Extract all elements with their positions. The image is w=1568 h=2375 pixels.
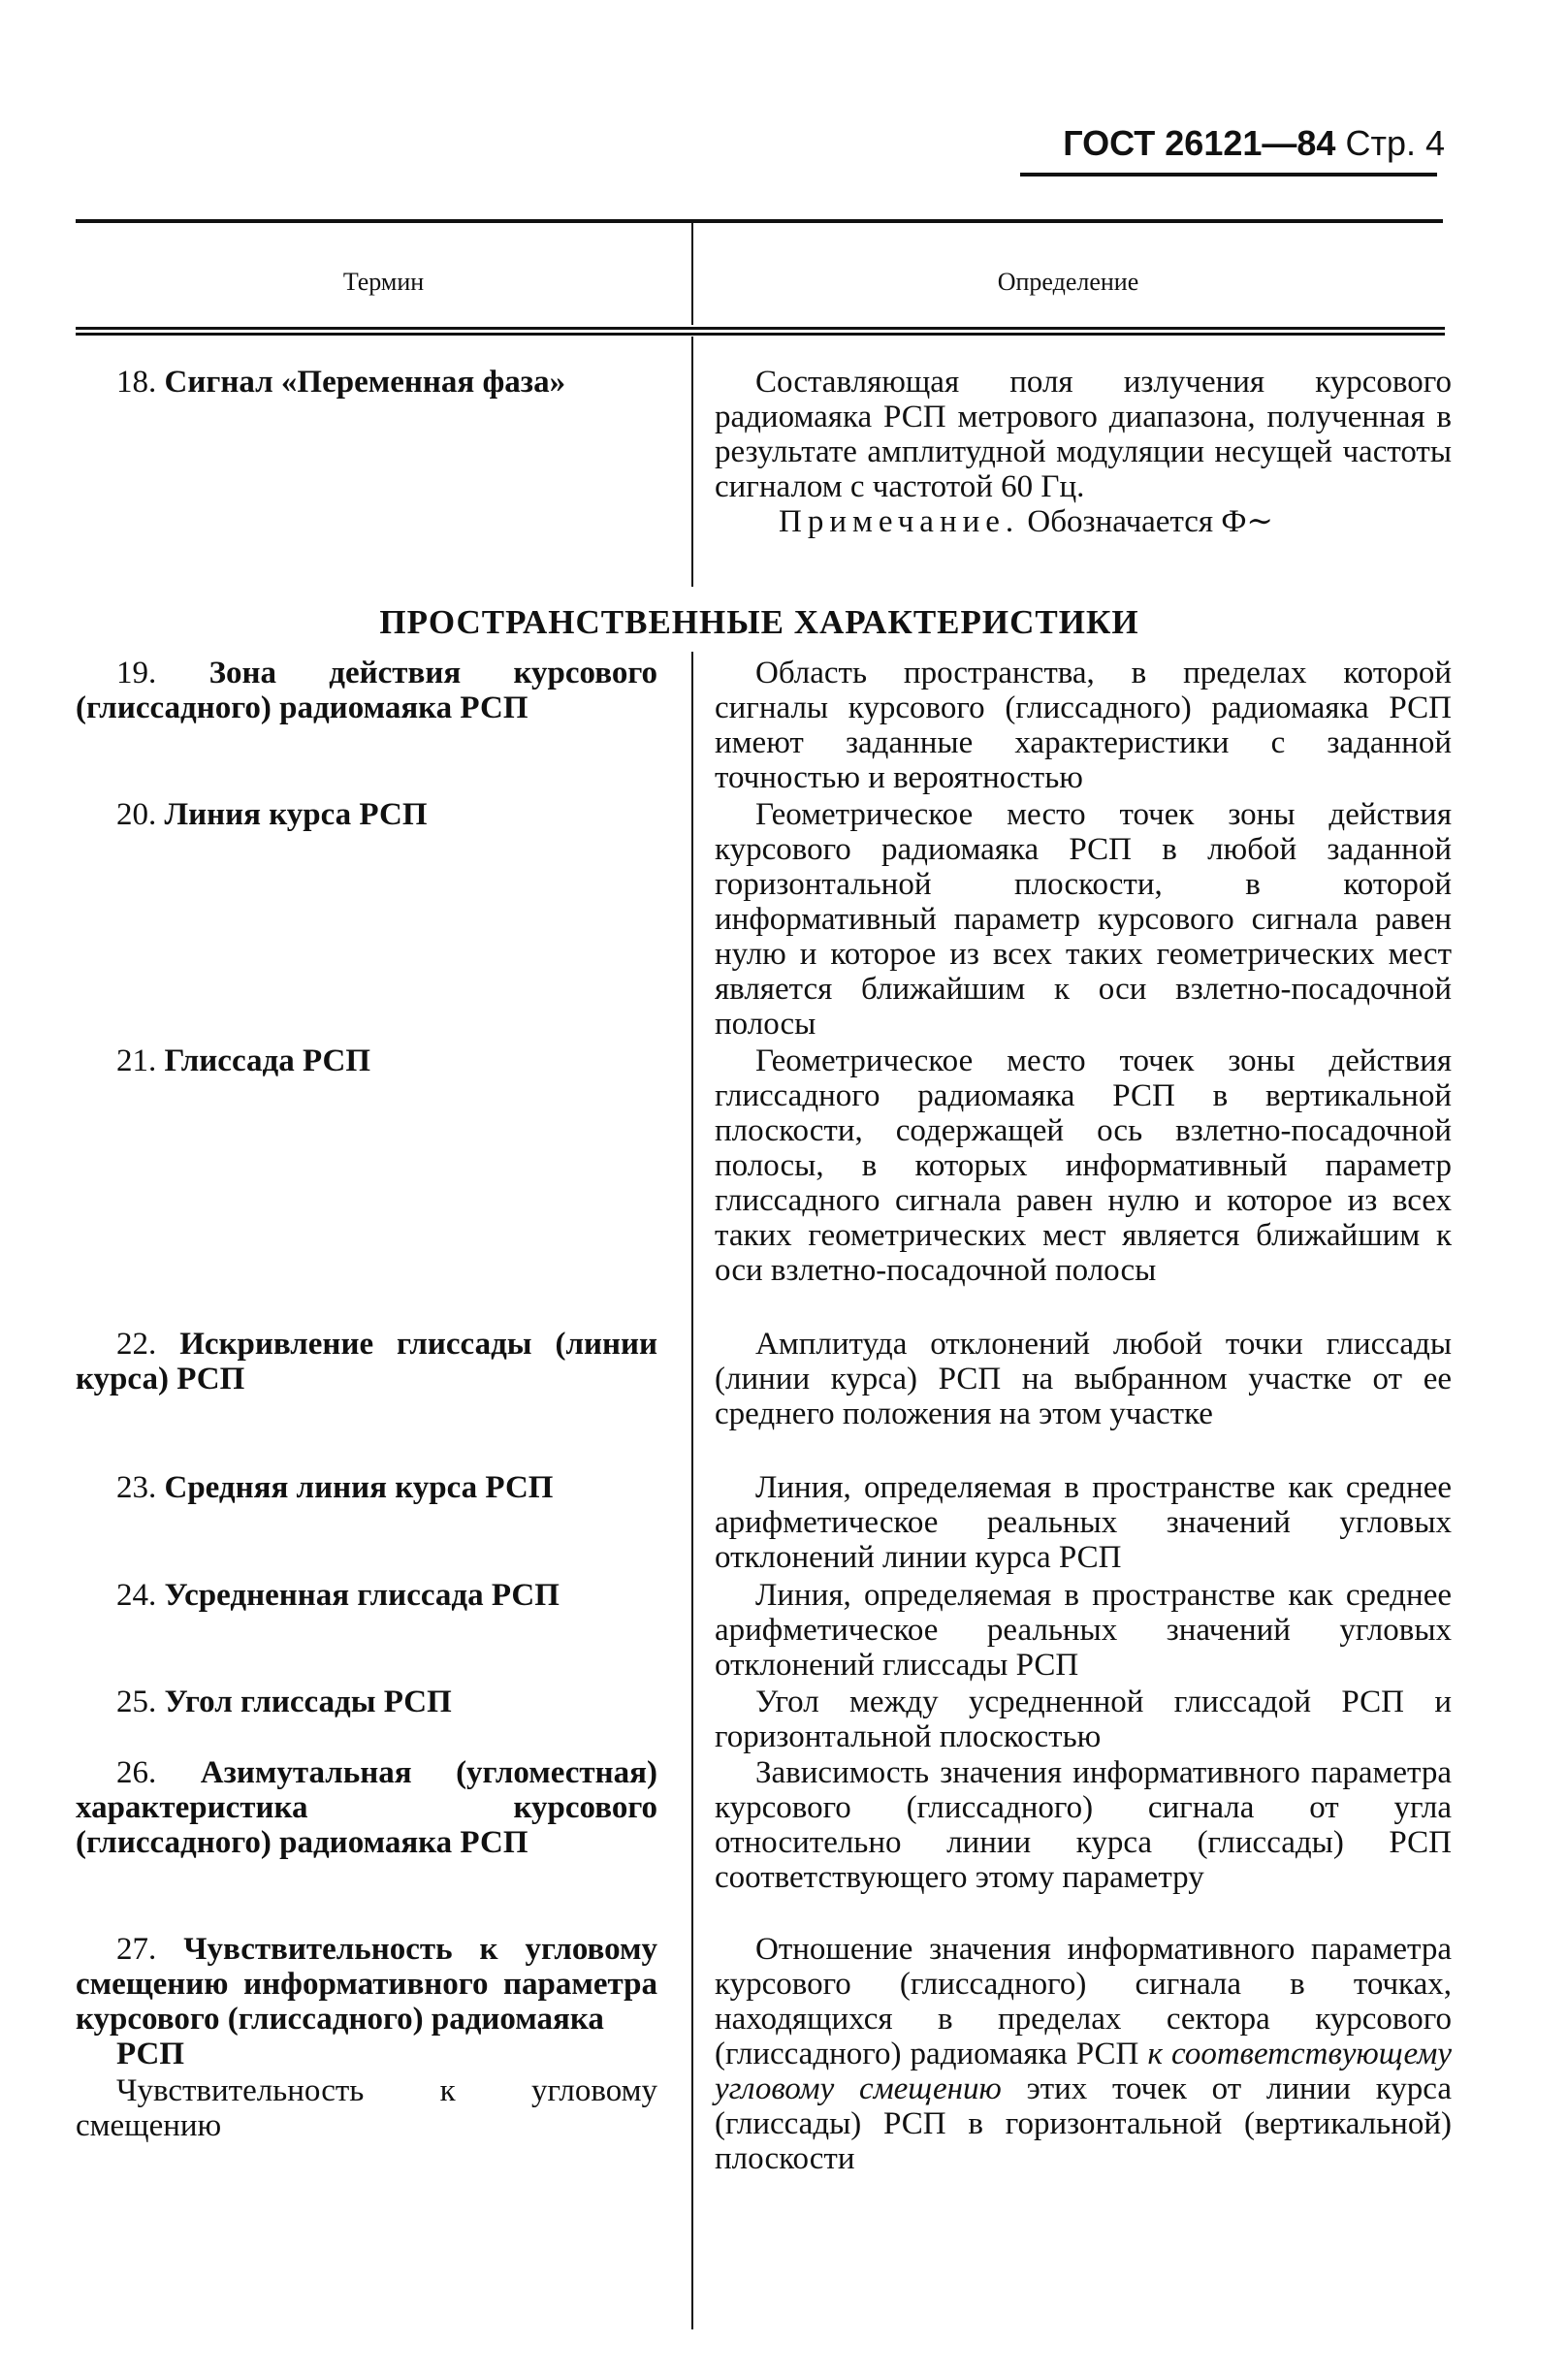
definition-23: Линия, определяемая в пространстве как среднее арифметическое реальных значений угловых отклонений линии курса РСП (715, 1470, 1452, 1575)
definition-18: Составляющая поля излучения курсового радиомаяка РСП метрового диапазона, полученная в результате амплитудной модуляции несущей частоты сигналом с частотой 60 Гц. Примечание. Обозначается Ф∼ (715, 365, 1452, 539)
term-20: 20. Линия курса РСП (116, 797, 428, 832)
definition-22: Амплитуда отклонений любой точки глиссады (линии курса) РСП на выбранном участке от ее среднего положения на этом участке (715, 1327, 1452, 1431)
term-27-tail: РСП (116, 2037, 185, 2071)
note-18: Примечание. Обозначается Ф∼ (779, 504, 1274, 539)
table-top-rule (76, 219, 1443, 223)
term-25: 25. Угол глиссады РСП (116, 1685, 452, 1719)
page-number: Стр. 4 (1345, 123, 1445, 163)
header-double-rule-bottom (76, 333, 1445, 336)
page-header (1028, 124, 1445, 163)
term-23: 23. Средняя линия курса РСП (116, 1470, 554, 1505)
term-27-synonym: Чувствительность к угловому смещению (76, 2073, 657, 2143)
definition-19: Область пространства, в пределах которой сигналы курсового (глиссадного) радиомаяка РСП имеют заданные характеристики с заданной точностью и вероятностью (715, 656, 1452, 795)
header-rule (1020, 173, 1437, 177)
definition-21: Геометрическое место точек зоны действия глиссадного радиомаяка РСП в вертикальной плоскости, содержащей ось взлетно-посадочной полосы, в которых информативный параметр глиссадного сигнала равен нулю и которое из всех таких геометрических мест является ближайшим к оси взлетно-посадочной полосы (715, 1043, 1452, 1288)
definition-26: Зависимость значения информативного параметра курсового (глиссадного) сигнала от угла относительно линии курса (глиссады) РСП соответствующего этому параметру (715, 1755, 1452, 1895)
definition-24: Линия, определяемая в пространстве как среднее арифметическое реальных значений угловых отклонений глиссады РСП (715, 1578, 1452, 1683)
section-title: ПРОСТРАНСТВЕННЫЕ ХАРАКТЕРИСТИКИ (379, 603, 1139, 641)
term-21: 21. Глиссада РСП (116, 1043, 371, 1078)
column-divider (691, 652, 693, 2329)
column-header-definition: Определение (997, 268, 1139, 296)
header-double-rule-top (76, 327, 1445, 330)
term-22: 22. Искривление глиссады (линии курса) РСП (76, 1327, 658, 1396)
definition-20: Геометрическое место точек зоны действия курсового радиомаяка РСП в любой заданной горизонтальной плоскости, в которой информативный параметр курсового сигнала равен нулю и которое из всех таких геометрических мест является ближайшим к оси взлетно-посадочной полосы (715, 797, 1452, 1042)
column-divider (691, 337, 693, 587)
term-27: 27. Чувствительность к угловому смещению информативного параметра курсового (глиссадного) радиомаяка РСП Чувствительность к угловому смещению (76, 1932, 657, 2143)
term-19: 19. Зона действия курсового (глиссадного) радиомаяка РСП (76, 656, 657, 725)
definition-25: Угол между усредненной глиссадой РСП и горизонтальной плоскостью (715, 1685, 1452, 1754)
definition-27: Отношение значения информативного параметра курсового (глиссадного) сигнала в точках, находящихся в пределах сектора курсового (глиссадного) радиомаяка РСП к соответствующему угловому смещению этих точек от линии курса (глиссады) РСП в горизонтальной (вертикальной) плоскости (715, 1932, 1453, 2176)
standard-code: ГОСТ 26121—84 (1063, 123, 1336, 163)
term-26: 26. Азимутальная (угломестная) характеристика курсового (глиссадного) радиомаяка РСП (76, 1755, 657, 1860)
term-24: 24. Усредненная глиссада РСП (116, 1578, 560, 1613)
term-18: 18. Сигнал «Переменная фаза» (116, 365, 566, 400)
column-header-term: Термин (342, 268, 425, 296)
